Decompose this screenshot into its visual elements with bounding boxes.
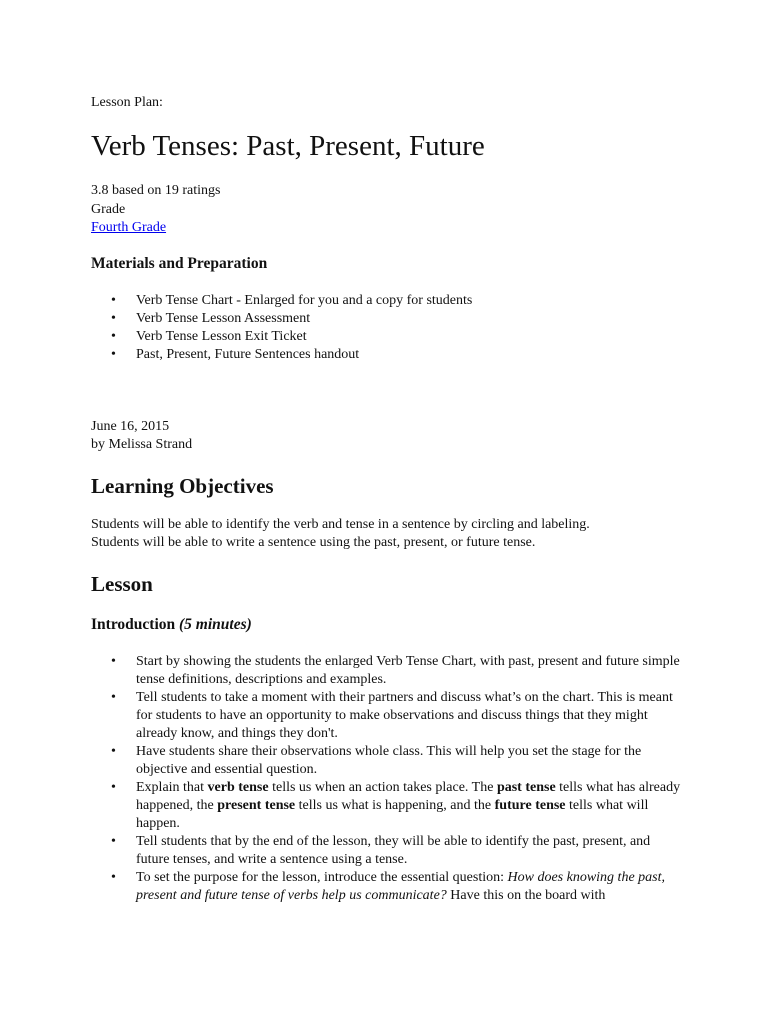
- introduction-label: Introduction: [91, 616, 176, 633]
- rating-text: 3.8 based on 19 ratings: [91, 183, 221, 198]
- objectives-heading: Learning Objectives: [91, 474, 274, 498]
- grade-link[interactable]: Fourth Grade: [91, 220, 167, 235]
- list-item: • Start by showing the students the enlarged Verb Tense Chart, with past, present and future simple tense definitions, descriptions and examples.: [91, 653, 691, 689]
- author-byline: by Melissa Strand: [91, 437, 193, 452]
- materials-heading: Materials and Preparation: [91, 255, 268, 272]
- introduction-time: (5 minutes): [179, 616, 252, 633]
- grade-label: Grade: [91, 202, 126, 217]
- list-item: [91, 869, 691, 905]
- term-future-tense: future tense: [494, 798, 566, 813]
- text-run: tells us when an action takes place. The: [268, 780, 497, 795]
- objective-line: Students will be able to identify the verb and tense in a sentence by circling and labeling.: [91, 517, 590, 532]
- essential-question: How does knowing the past, present and future tense of verbs help us communicate?: [136, 870, 665, 903]
- text-run: Have this on the board with: [446, 888, 606, 903]
- list-item: • Tell students to take a moment with their partners and discuss what’s on the chart. This is meant for students to have an opportunity to make observations and discuss things that they might already know, and things they don't.: [91, 689, 691, 743]
- materials-list: [91, 292, 691, 364]
- list-item: • Verb Tense Lesson Assessment: [91, 310, 691, 328]
- list-item: • Tell students that by the end of the lesson, they will be able to identify the past, present, and future tenses, and write a sentence using a tense.: [91, 833, 691, 869]
- text-run: tells us what is happening, and the: [295, 798, 495, 813]
- objective-line: Students will be able to write a sentence using the past, present, or future tense.: [91, 535, 536, 550]
- text-run: tells what will happen.: [136, 798, 649, 831]
- lesson-heading: Lesson: [91, 572, 153, 596]
- text-run: tells what has already happened, the: [136, 780, 681, 813]
- text-run: To set the purpose for the lesson, introduce the essential question:: [136, 870, 508, 885]
- page-title: Verb Tenses: Past, Present, Future: [91, 130, 485, 162]
- introduction-list: [91, 653, 691, 905]
- list-item: [91, 779, 691, 833]
- text-run: Explain that: [136, 780, 208, 795]
- list-item: • Verb Tense Lesson Exit Ticket: [91, 328, 691, 346]
- term-past-tense: past tense: [496, 780, 556, 795]
- objectives-text: [91, 516, 590, 552]
- list-item: • Have students share their observations whole class. This will help you set the stage for the objective and essential question.: [91, 743, 691, 779]
- list-item: • Past, Present, Future Sentences handout: [91, 346, 691, 364]
- lesson-plan-label: Lesson Plan:: [91, 95, 163, 110]
- list-item: • Verb Tense Chart - Enlarged for you and a copy for students: [91, 292, 691, 310]
- introduction-heading: [91, 616, 252, 634]
- term-present-tense: present tense: [217, 798, 296, 813]
- publish-date: June 16, 2015: [91, 419, 170, 434]
- term-verb-tense: verb tense: [207, 780, 269, 795]
